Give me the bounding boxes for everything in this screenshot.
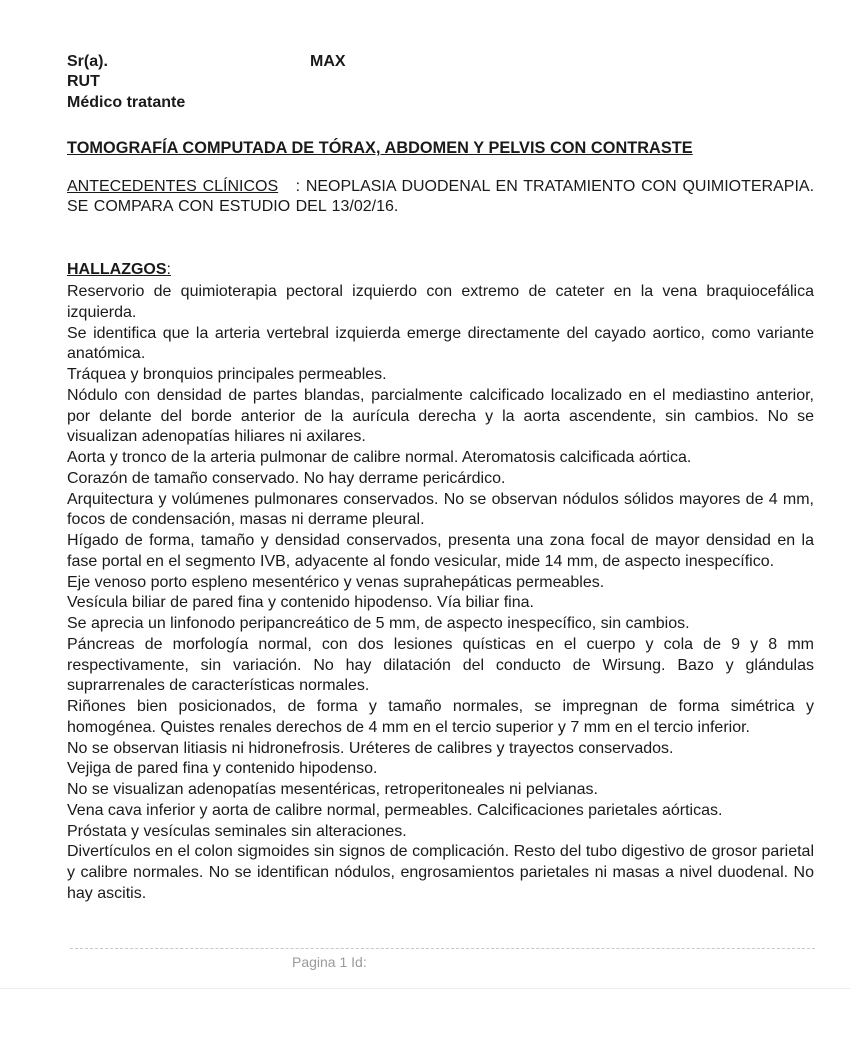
report-title: TOMOGRAFÍA COMPUTADA DE TÓRAX, ABDOMEN Y PELVIS CON CONTRASTE bbox=[67, 139, 693, 157]
finding-item: Riñones bien posicionados, de forma y tamaño normales, se impregnan de forma simétrica y homogénea. Quistes renales derechos de 4 mm en el tercio superior y 7 mm en el tercio inferior. bbox=[67, 698, 814, 736]
finding-item: Aorta y tronco de la arteria pulmonar de calibre normal. Ateromatosis calcificada aórtica. bbox=[67, 449, 692, 466]
finding-item: No se observan litiasis ni hidronefrosis. Uréteres de calibres y trayectos conservados. bbox=[67, 739, 674, 757]
page-footer: Pagina 1 Id: bbox=[292, 954, 367, 970]
findings-heading-label: HALLAZGOS bbox=[67, 261, 167, 278]
clinical-history bbox=[67, 177, 814, 217]
clinical-history-text: : NEOPLASIA DUODENAL EN TRATAMIENTO CON QUIMIOTERAPIA. SE COMPARA CON ESTUDIO DEL 13/02/16. bbox=[67, 178, 815, 215]
patient-name-label: Sr(a). bbox=[67, 53, 108, 70]
finding-item: Vena cava inferior y aorta de calibre normal, permeables. Calcificaciones parietales aórticas. bbox=[67, 801, 723, 819]
finding-item: No se visualizan adenopatías mesentéricas, retroperitoneales ni pelvianas. bbox=[67, 781, 598, 798]
attending-physician-label: Médico tratante bbox=[67, 94, 186, 111]
findings-heading bbox=[67, 261, 171, 279]
footer-divider bbox=[70, 948, 815, 949]
finding-item: Nódulo con densidad de partes blandas, parcialmente calcificado localizado en el mediastino anterior, por delante del borde anterior de la aurícula derecha y la aorta ascendente, sin cambios. No se visualizan adenopatías hiliares ni axilares. bbox=[67, 386, 814, 446]
findings-list bbox=[67, 282, 814, 905]
findings-heading-colon: : bbox=[166, 261, 171, 278]
finding-item: Hígado de forma, tamaño y densidad conservados, presenta una zona focal de mayor densidad en la fase portal en el segmento IVB, adyacente al fondo vesicular, mide 14 mm, de aspecto inespecífico. bbox=[67, 532, 814, 570]
finding-item: Tráquea y bronquios principales permeables. bbox=[67, 366, 387, 383]
finding-item: Divertículos en el colon sigmoides sin signos de complicación. Resto del tubo digestivo de grosor parietal y calibre normales. No se identifican nódulos, engrosamientos parietales ni masas a nivel duodenal. No hay ascitis. bbox=[67, 843, 814, 902]
finding-item: Reservorio de quimioterapia pectoral izquierdo con extremo de cateter en la vena braquiocefálica izquierda. bbox=[67, 283, 814, 321]
finding-item: Corazón de tamaño conservado. No hay derrame pericárdico. bbox=[67, 469, 506, 487]
clinical-history-label: ANTECEDENTES CLÍNICOS bbox=[67, 178, 279, 195]
finding-item: Arquitectura y volúmenes pulmonares conservados. No se observan nódulos sólidos mayores de 4 mm, focos de condensación, masas ni derrame pleural. bbox=[67, 490, 814, 529]
finding-item: Eje venoso porto espleno mesentérico y venas suprahepáticas permeables. bbox=[67, 573, 605, 591]
finding-item: Vesícula biliar de pared fina y contenido hipodenso. Vía biliar fina. bbox=[67, 594, 534, 612]
page-edge-line bbox=[0, 988, 850, 989]
rut-label: RUT bbox=[67, 73, 100, 90]
finding-item: Vejiga de pared fina y contenido hipodenso. bbox=[67, 760, 378, 778]
finding-item: Próstata y vesículas seminales sin alteraciones. bbox=[67, 822, 407, 840]
finding-item: Se identifica que la arteria vertebral izquierda emerge directamente del cayado aortico, como variante anatómica. bbox=[67, 324, 814, 363]
patient-name-value: MAX bbox=[310, 53, 346, 70]
finding-item: Se aprecia un linfonodo peripancreático de 5 mm, de aspecto inespecífico, sin cambios. bbox=[67, 615, 690, 632]
finding-item: Páncreas de morfología normal, con dos lesiones quísticas en el cuerpo y cola de 9 y 8 mm respectivamente, sin variación. No hay dilatación del conducto de Wirsung. Bazo y glándulas suprarrenales de características normales. bbox=[67, 635, 814, 695]
